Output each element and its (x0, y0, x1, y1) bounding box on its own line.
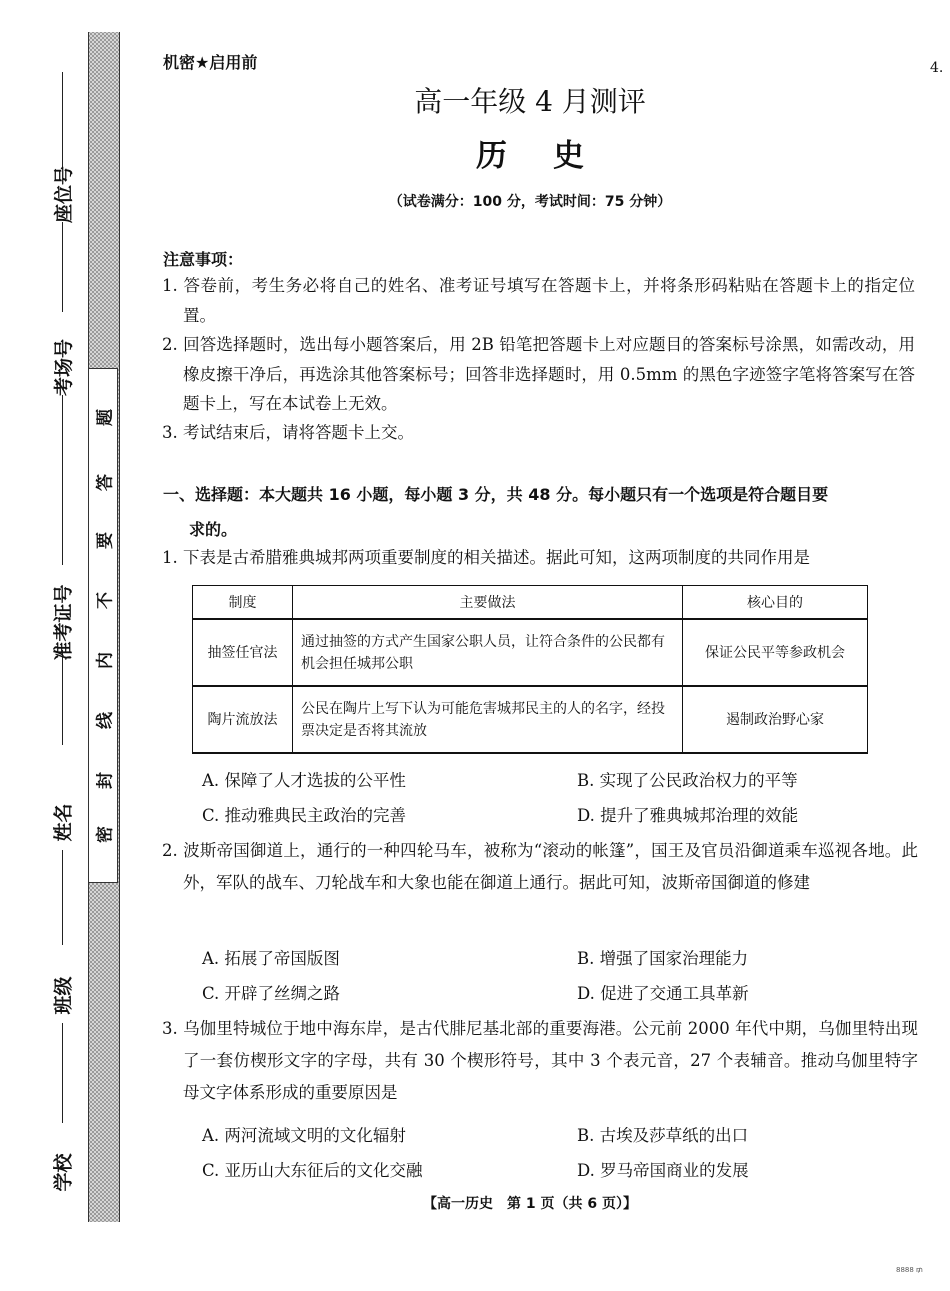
seal-char: 封 (95, 772, 116, 789)
q3-option-c[interactable]: C. 亚历山大东征后的文化交融 (202, 1161, 423, 1180)
section-heading-cont: 求的。 (189, 520, 238, 539)
table-header: 核心目的 (683, 586, 868, 620)
q1-option-c[interactable]: C. 推动雅典民主政治的完善 (202, 806, 407, 825)
admission-number-label: 准考证号 (52, 584, 75, 661)
exam-title: 高一年级 4 月测评 (414, 85, 646, 118)
table-header: 主要做法 (293, 586, 683, 620)
seal-char: 密 (95, 826, 116, 843)
exam-info: （试卷满分：100 分，考试时间：75 分钟） (388, 194, 672, 210)
seal-char: 题 (95, 409, 116, 426)
section-heading-line: 一、选择题：本大题共 16 小题，每小题 3 分，共 48 分。每小题只有一个选项是符合题目要 (163, 485, 829, 504)
school-label: 学校 (52, 1153, 75, 1192)
q3-option-b[interactable]: B. 古埃及莎草纸的出口 (577, 1126, 749, 1145)
table-cell: 抽签任官法 (193, 619, 293, 686)
admission-number-field[interactable] (48, 584, 76, 745)
table-cell: 通过抽签的方式产生国家公职人员，让符合条件的公民都有机会担任城邦公职 (293, 619, 683, 686)
q2-option-d[interactable]: D. 促进了交通工具革新 (577, 984, 749, 1003)
question-1-stem: 1. 下表是古希腊雅典城邦两项重要制度的相关描述。据此可知，这两项制度的共同作用是 (162, 548, 810, 567)
seal-char: 不 (95, 592, 116, 609)
page-footer: 【高一历史 第 1 页（共 6 页）】 (423, 1196, 637, 1212)
watermark: 8888 ₥ (896, 1266, 923, 1274)
table-cell: 保证公民平等参政机会 (683, 619, 868, 686)
note-item: 2. 回答选择题时，选出每小题答案后，用 2B 铅笔把答题卡上对应题目的答案标号涂黑，如需改动，用橡皮擦干净后，再选涂其他答案标号；回答非选择题时，用 0.5mm 的黑色字迹签字笔将答案写在答题卡上，写在本试卷上无效。 (162, 335, 915, 413)
seat-number-field[interactable] (48, 72, 76, 312)
seal-char: 内 (95, 652, 116, 669)
seat-number-label: 座位号 (52, 165, 75, 224)
q2-option-a[interactable]: A. 拓展了帝国版图 (202, 949, 340, 968)
school-field[interactable] (48, 1145, 76, 1200)
name-label: 姓名 (52, 803, 75, 842)
class-field[interactable] (48, 968, 76, 1123)
corner-mark: 4. (930, 60, 944, 76)
q2-option-b[interactable]: B. 增强了国家治理能力 (577, 949, 749, 968)
class-label: 班级 (52, 976, 75, 1015)
q3-option-d[interactable]: D. 罗马帝国商业的发展 (577, 1161, 749, 1180)
seal-char: 要 (95, 532, 116, 549)
institution-table (192, 585, 868, 754)
notes-heading: 注意事项： (163, 250, 244, 269)
table-row (193, 619, 868, 686)
seal-line-box (88, 368, 118, 883)
question-3-stem: 3. 乌伽里特城位于地中海东岸，是古代腓尼基北部的重要海港。公元前 2000 年代中期，乌伽里特出现了一套仿楔形文字的字母，共有 30 个楔形符号，其中 3 个表元音，27 个表辅音。推动乌伽里特字母文字体系形成的重要原因是 (162, 1019, 918, 1102)
note-item: 3. 考试结束后，请将答题卡上交。 (162, 423, 414, 442)
seal-char: 线 (95, 712, 116, 729)
q1-option-a[interactable]: A. 保障了人才选拔的公平性 (202, 771, 406, 790)
q1-option-d[interactable]: D. 提升了雅典城邦治理的效能 (577, 806, 799, 825)
exam-room-field[interactable] (48, 340, 76, 565)
seal-char: 答 (95, 474, 116, 491)
question-2-stem: 2. 波斯帝国御道上，通行的一种四轮马车，被称为“滚动的帐篷”，国王及官员沿御道乘车巡视各地。此外，军队的战车、刀轮战车和大象也能在御道上通行。据此可知，波斯帝国御道的修建 (162, 841, 918, 892)
table-cell: 公民在陶片上写下认为可能危害城邦民主的人的名字，经投票决定是否将其流放 (293, 686, 683, 753)
q2-option-c[interactable]: C. 开辟了丝绸之路 (202, 984, 341, 1003)
q1-option-b[interactable]: B. 实现了公民政治权力的平等 (577, 771, 798, 790)
subject-title: 历史 (476, 138, 630, 174)
section-heading (163, 477, 898, 547)
note-item: 1. 答卷前，考生务必将自己的姓名、准考证号填写在答题卡上，并将条形码粘贴在答题卡上的指定位置。 (162, 276, 915, 325)
exam-room-label: 考场号 (52, 338, 75, 397)
table-cell: 陶片流放法 (193, 686, 293, 753)
name-field[interactable] (48, 795, 76, 945)
table-cell: 遏制政治野心家 (683, 686, 868, 753)
q3-option-a[interactable]: A. 两河流域文明的文化辐射 (202, 1126, 406, 1145)
table-row (193, 686, 868, 753)
table-header: 制度 (193, 586, 293, 620)
confidential-label: 机密★启用前 (163, 53, 258, 72)
